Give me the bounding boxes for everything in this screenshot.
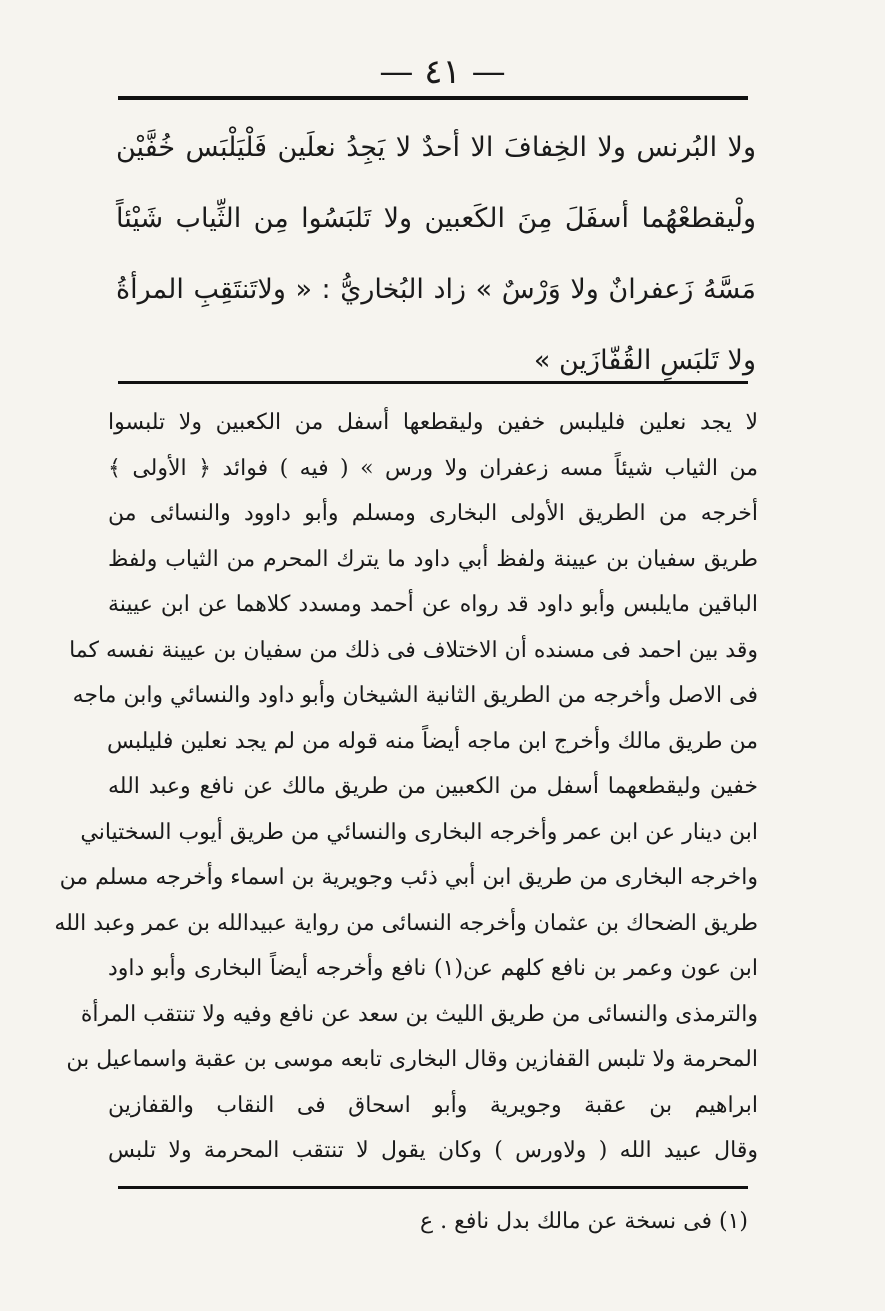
commentary-line: ابن دينار عن ابن عمر وأخرجه البخارى والنسائي من طريق أيوب السختياني [80,819,758,845]
header-rule [118,96,748,100]
commentary-line: من طريق مالك وأخرج ابن ماجه أيضاً منه قوله من لم يجد نعلين فليلبس [106,728,758,754]
commentary-line: المحرمة ولا تلبس القفازين وقال البخارى تابعه موسى بن عقبة واسماعيل بن [66,1047,758,1072]
commentary-block [54,400,758,1174]
commentary-line: الباقين مايلبس وأبو داود قد رواه عن أحمد ومسدد كلاهما عن ابن عيينة [108,592,758,617]
commentary-line: ابراهيم بن عقبة وجويرية وأبو اسحاق فى النقاب والقفازين [108,1092,758,1118]
commentary-line: فى الاصل وأخرجه من الطريق الثانية الشيخان وأبو داود والنسائي وابن ماجه [72,683,758,708]
commentary-line: طريق الضحاك بن عثمان وأخرجه النسائى من رواية عبيدالله بن عمر وعبد الله [54,910,758,936]
commentary-line: والترمذى والنسائى من طريق الليث بن سعد عن نافع وفيه ولا تنتقب المرأة [80,1001,758,1027]
commentary-line: خفين وليقطعهما أسفل من الكعبين من طريق مالك عن نافع وعبد الله [108,774,758,799]
commentary-line: واخرجه البخارى من طريق ابن أبي ذئب وجويرية بن اسماء وأخرجه مسلم من [59,865,758,890]
page-number: — ٤١ — [379,52,506,92]
commentary-line: أخرجه من الطريق الأولى البخارى ومسلم وأبو داوود والنسائى من [108,501,758,526]
commentary-line: لا يجد نعلين فليلبس خفين وليقطعها أسفل من الكعبين ولا تلبسوا [108,410,758,435]
commentary-line: وقال عبيد الله ( ولاورس ) وكان يقول لا تنتقب المحرمة ولا تلبس [108,1138,758,1163]
footnote-rule [118,1186,748,1189]
commentary-line: وقد بين احمد فى مسنده أن الاختلاف فى ذلك من سفيان بن عيينة نفسه كما [69,637,758,663]
commentary-line: من الثياب شيئاً مسه زعفران ولا ورس » ( فيه ) فوائد ﴿ الأولى ﴾ [108,455,758,481]
commentary-line: ابن عون وعمر بن نافع كلهم عن(١) نافع وأخرجه أيضاً البخارى وأبو داود [108,956,758,981]
hadith-text: ولا البُرنس ولا الخِفافَ الا أحدٌ لا يَجِدُ نعلَين فَلْيَلْبَس خُفَّيْن ولْيقطعْهُما أسفَلَ مِنَ الكَعبين ولا تَلبَسُوا مِن الثِّياب شَيْئاً مَسَّهُ زَعفرانٌ ولا وَرْسٌ » زاد البُخاريُّ : « ولاتَنتَقِبِ المرأةُ ولا تَلبَسِ القُفّازَين » [116,132,756,376]
section-divider [118,381,748,384]
footnote: (١) فى نسخة عن مالك بدل نافع . ع [420,1209,748,1234]
commentary-line: طريق سفيان بن عيينة ولفظ أبي داود ما يترك المحرم من الثياب ولفظ [108,546,758,572]
